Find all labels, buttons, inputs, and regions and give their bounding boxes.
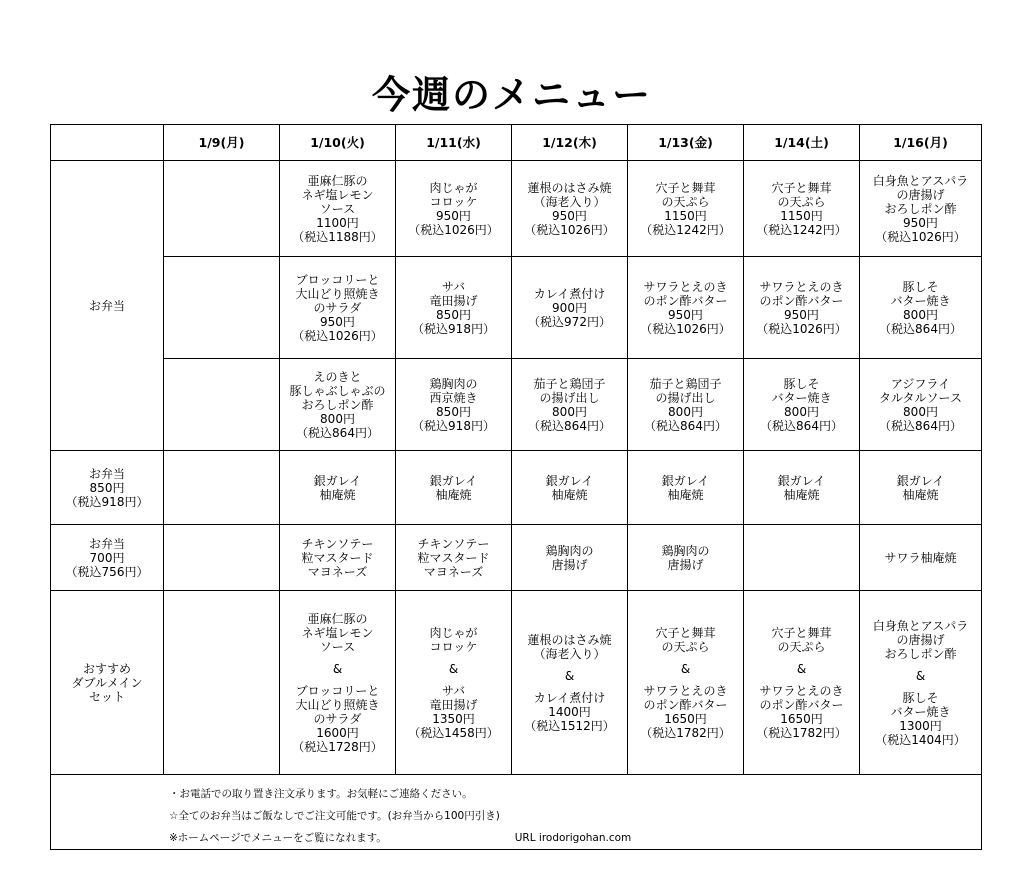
set-price: 1300円 （税込1404円） [875,719,966,747]
main-dish-2: サバ 竜田揚げ [429,684,478,712]
dish-name: サワラ柚庵焼 [884,550,957,565]
bento-row-1 [51,161,982,257]
menu-cell [280,591,396,775]
double-set-label [51,591,164,775]
menu-cell [628,257,744,359]
header-row [51,125,982,161]
dish-name: 茄子と鶏団子 の揚げ出し [649,377,722,405]
menu-cell [744,257,860,359]
set-price: 1400円 （税込1512円） [524,705,615,733]
day-header: 1/11(水) [396,125,512,161]
set-price: 1650円 （税込1782円） [756,712,847,740]
set-price: 1600円 （税込1728円） [292,726,383,754]
set-price: 1350円 （税込1458円） [408,712,499,740]
dish-price: 800円 （税込864円） [644,405,727,433]
ampersand: & [680,662,691,676]
menu-cell [860,161,982,257]
bento700-row [51,525,982,591]
bento850-label [51,451,164,525]
website-url: URL irodorigohan.com [514,832,632,844]
dish-price: 950円 （税込1026円） [640,308,731,336]
bento-label-text: お弁当 [88,298,125,313]
bento-row-label [51,161,164,451]
main-dish-2: サワラとえのき のポン酢バター [643,684,728,712]
main-dish-1: 穴子と舞茸 の天ぷら [771,626,832,654]
menu-cell [512,161,628,257]
dish-price: 950円 （税込1026円） [756,308,847,336]
dish-name: 鶏胸肉の 唐揚げ [545,543,594,572]
menu-cell [628,525,744,591]
row-label-text: おすすめ ダブルメイン セット [71,661,143,704]
ampersand: & [448,662,459,676]
dish-name: 鶏胸肉の 唐揚げ [661,543,710,572]
dish-name: 銀ガレイ 柚庵焼 [429,473,478,502]
dish-name: 銀ガレイ 柚庵焼 [313,473,362,502]
dish-name: サワラとえのき のポン酢バター [759,280,844,308]
menu-cell [396,257,512,359]
dish-price: 1150円 （税込1242円） [756,209,847,237]
main-dish-2: 豚しそ バター焼き [890,691,951,719]
menu-cell [744,161,860,257]
dish-price: 800円 （税込864円） [879,405,962,433]
menu-cell [628,451,744,525]
dish-name: 肉じゃが コロッケ [429,181,478,209]
menu-cell [164,451,280,525]
day-header: 1/12(木) [512,125,628,161]
menu-cell [512,451,628,525]
dish-name: 銀ガレイ 柚庵焼 [896,473,945,502]
dish-price: 800円 （税込864円） [879,308,962,336]
menu-cell [860,451,982,525]
day-header: 1/16(月) [860,125,982,161]
menu-cell [280,451,396,525]
bento-row-3 [51,359,982,451]
dish-name: 蓮根のはさみ焼 （海老入り） [527,181,612,209]
set-price: 1650円 （税込1782円） [640,712,731,740]
dish-price: 950円 （税込1026円） [292,315,383,343]
dish-price: 950円 （税込1026円） [524,209,615,237]
menu-cell [164,591,280,775]
dish-price: 800円 （税込864円） [528,405,611,433]
day-header: 1/14(土) [744,125,860,161]
bento850-row [51,451,982,525]
menu-cell [164,359,280,451]
dish-price: 1100円 （税込1188円） [292,216,383,244]
row-label-text: お弁当 850円 （税込918円） [65,466,149,509]
dish-price: 950円 （税込1026円） [408,209,499,237]
main-dish-1: 白身魚とアスパラ の唐揚げ おろしポン酢 [872,619,969,661]
dish-price: 800円 （税込864円） [296,412,379,440]
menu-cell [396,451,512,525]
dish-name: 豚しそ バター焼き [771,377,832,405]
dish-name: サワラとえのき のポン酢バター [643,280,728,308]
menu-cell [628,359,744,451]
menu-cell [744,451,860,525]
dish-name: 穴子と舞茸 の天ぷら [771,181,832,209]
menu-cell [628,161,744,257]
menu-cell [396,359,512,451]
day-header: 1/13(金) [628,125,744,161]
main-dish-1: 蓮根のはさみ焼 （海老入り） [527,633,612,661]
menu-cell [628,591,744,775]
menu-cell [512,591,628,775]
corner-cell [51,125,164,161]
menu-cell [744,525,860,591]
ampersand: & [564,669,575,683]
dish-price: 850円 （税込918円） [412,308,495,336]
dish-name: チキンソテー 粒マスタード マヨネーズ [417,536,490,579]
dish-name: 茄子と鶏団子 の揚げ出し [533,377,606,405]
main-dish-2: カレイ煮付け [533,691,606,705]
main-dish-2: ブロッコリーと 大山どり照焼き のサラダ [295,684,380,726]
menu-cell [396,591,512,775]
menu-cell [280,161,396,257]
day-header: 1/10(火) [280,125,396,161]
dish-name: カレイ煮付け [533,287,606,301]
dish-name: えのきと 豚しゃぶしゃぶの おろしポン酢 [289,370,386,412]
dish-price: 850円 （税込918円） [412,405,495,433]
menu-cell [512,525,628,591]
menu-cell [860,257,982,359]
dish-name: サバ 竜田揚げ [429,280,478,308]
menu-cell [512,257,628,359]
ampersand: & [915,669,926,683]
double-set-row [51,591,982,775]
main-dish-1: 亜麻仁豚の ネギ塩レモン ソース [301,612,374,654]
menu-cell [280,525,396,591]
dish-price: 900円 （税込972円） [528,301,611,329]
dish-name: ブロッコリーと 大山どり照焼き のサラダ [295,273,380,315]
page-title: 今週のメニュー [371,73,652,117]
dish-name: 白身魚とアスパラ の唐揚げ おろしポン酢 [872,174,969,216]
menu-cell [164,257,280,359]
dish-name: アジフライ タルタルソース [879,377,962,405]
row-label-text: お弁当 700円 （税込756円） [65,536,149,579]
menu-cell [860,525,982,591]
menu-cell [396,161,512,257]
dish-name: チキンソテー 粒マスタード マヨネーズ [301,536,374,579]
menu-cell [396,525,512,591]
main-dish-1: 肉じゃが コロッケ [429,626,478,654]
main-dish-2: サワラとえのき のポン酢バター [759,684,844,712]
dish-price: 800円 （税込864円） [760,405,843,433]
note-homepage-text: ※ホームページでメニューをご覧になれます。 [169,832,387,844]
menu-cell [512,359,628,451]
menu-cell [280,257,396,359]
day-header: 1/9(月) [164,125,280,161]
menu-table [50,124,982,850]
menu-cell [860,359,982,451]
dish-name: 豚しそ バター焼き [890,280,951,308]
dish-name: 銀ガレイ 柚庵焼 [545,473,594,502]
dish-name: 亜麻仁豚の ネギ塩レモン ソース [301,174,374,216]
note-no-rice: ☆全てのお弁当はご飯なしでご注文可能です。(お弁当から100円引き) [169,810,500,822]
menu-cell [860,591,982,775]
note-homepage [169,827,981,849]
main-dish-1: 穴子と舞茸 の天ぷら [655,626,716,654]
dish-price: 1150円 （税込1242円） [640,209,731,237]
menu-cell [744,591,860,775]
notes-cell [51,775,982,850]
dish-price: 950円 （税込1026円） [875,216,966,244]
notes-row [51,775,982,850]
ampersand: & [796,662,807,676]
ampersand: & [332,662,343,676]
menu-cell [280,359,396,451]
menu-cell [164,161,280,257]
bento-row-2 [51,257,982,359]
dish-name: 銀ガレイ 柚庵焼 [661,473,710,502]
bento700-label [51,525,164,591]
note-phone-order: ・お電話での取り置き注文承ります。お気軽にご連絡ください。 [169,788,473,800]
dish-name: 銀ガレイ 柚庵焼 [777,473,826,502]
menu-cell [164,525,280,591]
menu-cell [744,359,860,451]
dish-name: 穴子と舞茸 の天ぷら [655,181,716,209]
dish-name: 鶏胸肉の 西京焼き [429,377,478,405]
